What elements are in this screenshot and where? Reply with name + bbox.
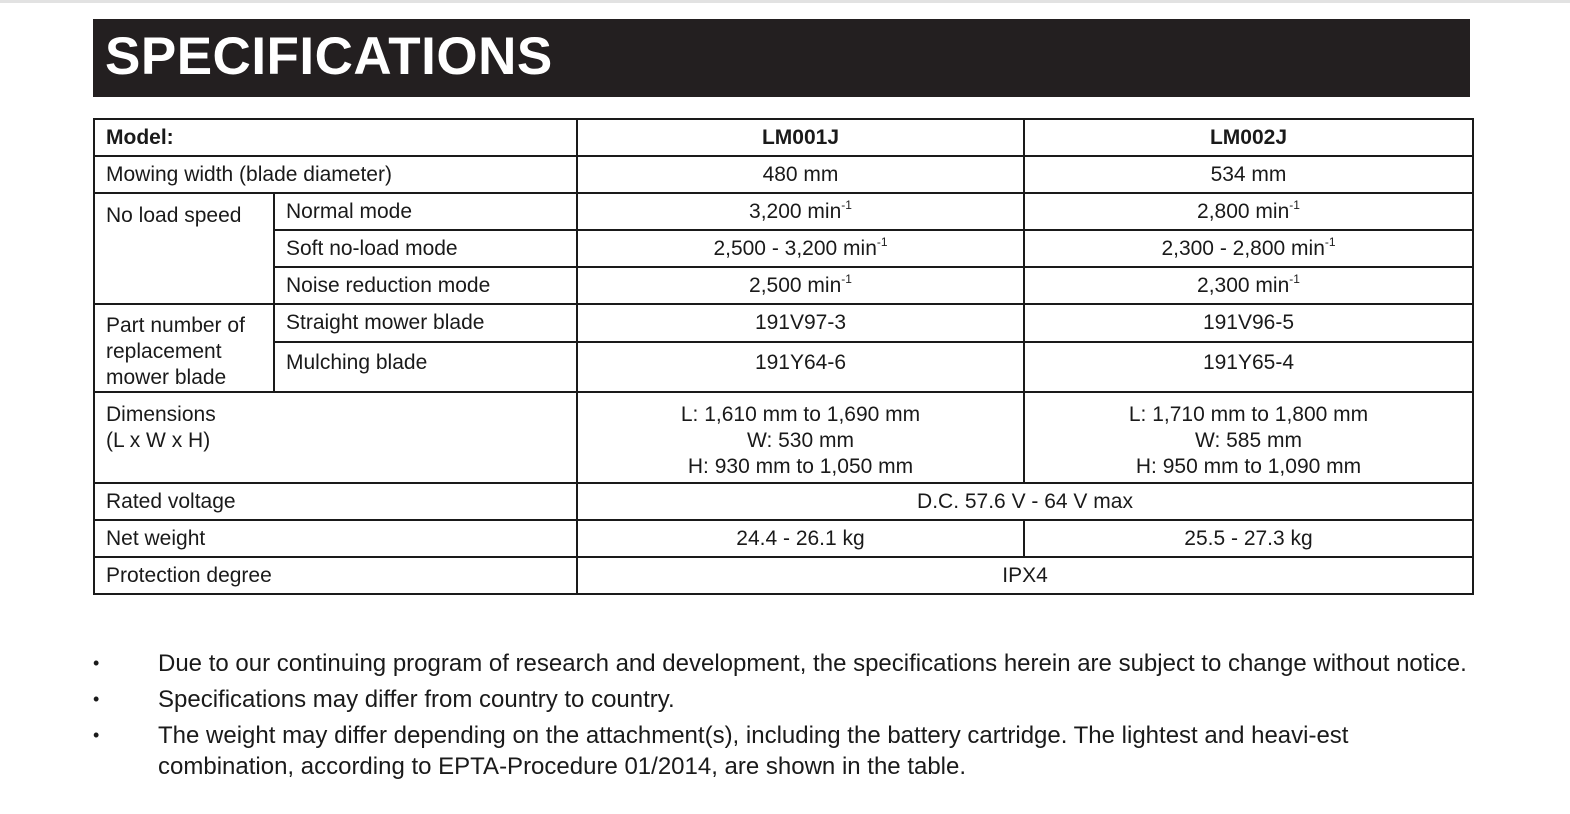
model-label: Model:: [94, 119, 577, 156]
group-label-no-load-speed: No load speed: [94, 193, 274, 304]
dimension-height: H: 930 mm to 1,050 mm: [687, 455, 914, 478]
table-row-rated-voltage: [94, 483, 1473, 520]
dimension-width: W: 530 mm: [747, 429, 854, 452]
table-row-noise-reduction-mode: [94, 267, 1473, 304]
list-item: [93, 720, 1473, 782]
model-name: LM001J: [577, 119, 1024, 156]
cell-value: [1024, 193, 1473, 230]
cell-value: [577, 267, 1024, 304]
list-item: [93, 648, 1473, 679]
speed-value: 2,500 - 3,200 min: [713, 236, 877, 260]
cell-value: 191V96-5: [1024, 304, 1473, 342]
row-label: Normal mode: [274, 193, 577, 230]
bullet-icon: •: [93, 653, 100, 673]
top-rule: [0, 0, 1570, 3]
note-text: The weight may differ depending on the attachment(s), including the battery cartridge. The lightest and heavi-est combination, according to EPTA-Procedure 01/2014, are shown in the table.: [158, 722, 1349, 780]
speed-value: 2,800 min: [1197, 199, 1290, 223]
group-label-blade-part: Part number of replacement mower blade: [94, 304, 274, 392]
cell-value: 191Y64-6: [577, 342, 1024, 392]
cell-value: [1024, 230, 1473, 267]
list-item: [93, 684, 1473, 715]
unit-exponent: -1: [1289, 197, 1300, 212]
row-label: Soft no-load mode: [274, 230, 577, 267]
cell-value: IPX4: [577, 557, 1473, 594]
cell-value: 191V97-3: [577, 304, 1024, 342]
table-row-protection-degree: [94, 557, 1473, 594]
note-text: Specifications may differ from country to country.: [158, 686, 675, 713]
row-label: Rated voltage: [94, 483, 577, 520]
table-row-mulching-blade: [94, 342, 1473, 392]
table-row-dimensions: [94, 392, 1473, 483]
table-row-mowing-width: [94, 156, 1473, 193]
speed-value: 2,300 - 2,800 min: [1161, 236, 1325, 260]
speed-value: 3,200 min: [749, 199, 842, 223]
cell-value: [577, 230, 1024, 267]
speed-value: 2,300 min: [1197, 273, 1290, 297]
cell-value: [577, 392, 1024, 483]
cell-value: 191Y65-4: [1024, 342, 1473, 392]
row-label: Straight mower blade: [274, 304, 577, 342]
bullet-icon: •: [93, 725, 100, 745]
model-name: LM002J: [1024, 119, 1473, 156]
speed-value: 2,500 min: [749, 273, 842, 297]
dimension-length: L: 1,610 mm to 1,690 mm: [680, 403, 921, 426]
cell-value: 534 mm: [1024, 156, 1473, 193]
cell-value: [1024, 392, 1473, 483]
cell-value: 25.5 - 27.3 kg: [1024, 520, 1473, 557]
row-label: Mowing width (blade diameter): [94, 156, 577, 193]
dimension-width: W: 585 mm: [1195, 429, 1302, 452]
dimensions-sublabel: (L x W x H): [106, 429, 211, 452]
table-row-straight-blade: [94, 304, 1473, 342]
cell-value: [1024, 267, 1473, 304]
row-label: Noise reduction mode: [274, 267, 577, 304]
cell-value: D.C. 57.6 V - 64 V max: [577, 483, 1473, 520]
unit-exponent: -1: [1324, 234, 1336, 249]
dimension-length: L: 1,710 mm to 1,800 mm: [1128, 403, 1369, 426]
cell-value: 24.4 - 26.1 kg: [577, 520, 1024, 557]
unit-exponent: -1: [841, 271, 852, 286]
table-row-net-weight: [94, 520, 1473, 557]
section-banner: [93, 19, 1470, 97]
row-label: Net weight: [94, 520, 577, 557]
cell-value: 480 mm: [577, 156, 1024, 193]
dimension-height: H: 950 mm to 1,090 mm: [1135, 455, 1362, 478]
bullet-icon: •: [93, 689, 100, 709]
row-label-dimensions: [94, 392, 577, 483]
unit-exponent: -1: [876, 234, 888, 249]
table-row-normal-mode: [94, 193, 1473, 230]
section-title: SPECIFICATIONS: [105, 27, 553, 86]
row-label: Protection degree: [94, 557, 577, 594]
table-row-soft-no-load-mode: [94, 230, 1473, 267]
dimensions-label: Dimensions: [106, 403, 216, 426]
unit-exponent: -1: [841, 197, 852, 212]
cell-value: [577, 193, 1024, 230]
row-label: Mulching blade: [274, 342, 577, 392]
specifications-table: [93, 118, 1474, 595]
note-text: Due to our continuing program of research and development, the specifications herein are subject to change without notice.: [158, 650, 1467, 677]
table-row-model: [94, 119, 1473, 156]
unit-exponent: -1: [1289, 271, 1300, 286]
notes-list: [93, 648, 1473, 787]
